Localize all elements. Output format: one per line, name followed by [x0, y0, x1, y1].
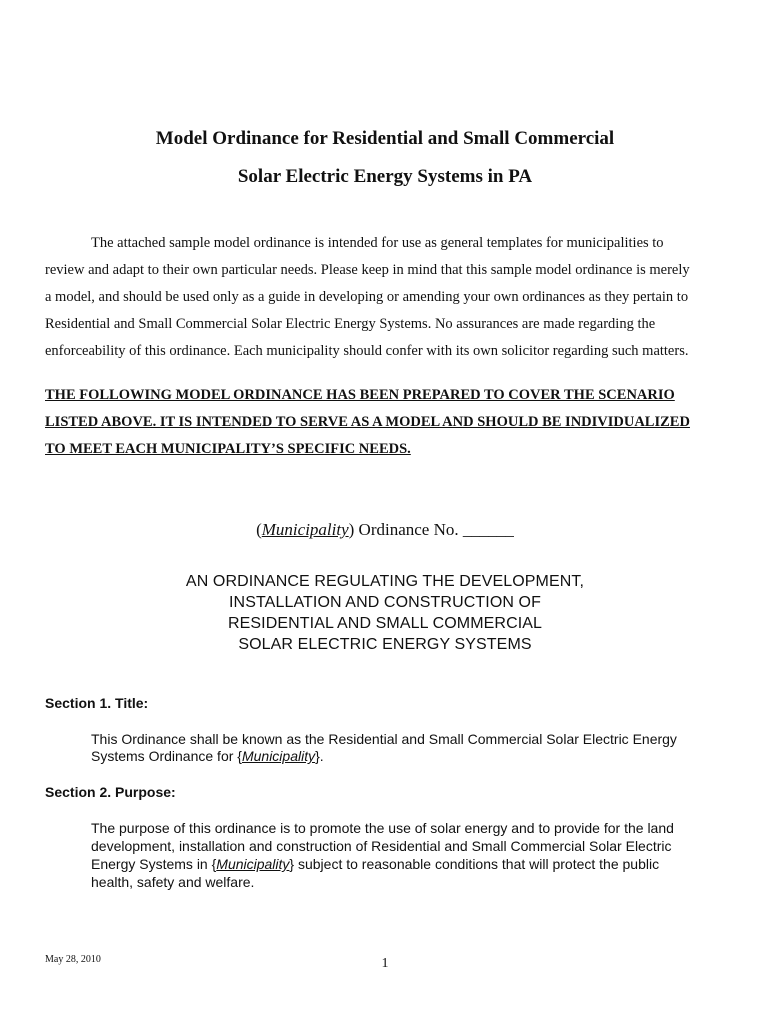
section-1-prefix: Systems Ordinance for { [91, 748, 242, 764]
section-2-text-line: The purpose of this ordinance is to promote the use of solar energy and to provide for the land [91, 820, 674, 836]
notice-line: THE FOLLOWING MODEL ORDINANCE HAS BEEN PREPARED TO COVER THE SCENARIO [45, 387, 675, 403]
section-2-suffix: } subject to reasonable conditions that will protect the public [289, 856, 660, 872]
document-title-line-1: Model Ordinance for Residential and Small Commercial [155, 128, 615, 149]
ordinance-number-open: ( [256, 520, 262, 539]
section-1-heading: Section 1. Title: [45, 695, 149, 711]
ordinance-number-rest: ) Ordinance No. ______ [348, 520, 514, 539]
intro-line: review and adapt to their own particular needs. Please keep in mind that this sample model ordinance is merely [45, 262, 690, 278]
page-number: 1 [381, 956, 389, 971]
section-2-text-line [91, 856, 659, 872]
section-1-text-line: This Ordinance shall be known as the Residential and Small Commercial Solar Electric Energy [91, 731, 677, 747]
intro-line: The attached sample model ordinance is intended for use as general templates for municipalities to [91, 235, 664, 251]
intro-line: a model, and should be used only as a guide in developing or amending your own ordinances as they pertain to [45, 289, 689, 305]
ordinance-number [0, 520, 770, 540]
section-1-suffix: }. [315, 748, 324, 764]
notice-line: LISTED ABOVE. IT IS INTENDED TO SERVE AS A MODEL AND SHOULD BE INDIVIDUALIZED [45, 414, 690, 430]
ordinance-title-line: AN ORDINANCE REGULATING THE DEVELOPMENT, [185, 573, 585, 590]
ordinance-title-line: SOLAR ELECTRIC ENERGY SYSTEMS [238, 636, 532, 653]
document-title-line-2: Solar Electric Energy Systems in PA [237, 166, 533, 187]
notice-line: TO MEET EACH MUNICIPALITY’S SPECIFIC NEEDS. [45, 441, 411, 457]
section-1-text-line [91, 748, 324, 764]
municipality-placeholder: Municipality [216, 856, 290, 872]
intro-line: enforceability of this ordinance. Each municipality should confer with its own solicitor regarding such matters. [45, 343, 689, 359]
footer-date: May 28, 2010 [45, 954, 101, 965]
section-2-heading: Section 2. Purpose: [45, 784, 176, 800]
section-2-prefix: Energy Systems in { [91, 856, 217, 872]
municipality-placeholder: Municipality [241, 748, 316, 764]
section-2-text-line: development, installation and construction of Residential and Small Commercial Solar Electric [91, 838, 672, 854]
municipality-placeholder: Municipality [261, 520, 349, 539]
ordinance-title-line: INSTALLATION AND CONSTRUCTION OF [229, 594, 541, 611]
section-2-text-line: health, safety and welfare. [91, 874, 255, 890]
ordinance-title-line: RESIDENTIAL AND SMALL COMMERCIAL [227, 615, 543, 632]
intro-line: Residential and Small Commercial Solar Electric Energy Systems. No assurances are made regarding the [45, 316, 656, 332]
